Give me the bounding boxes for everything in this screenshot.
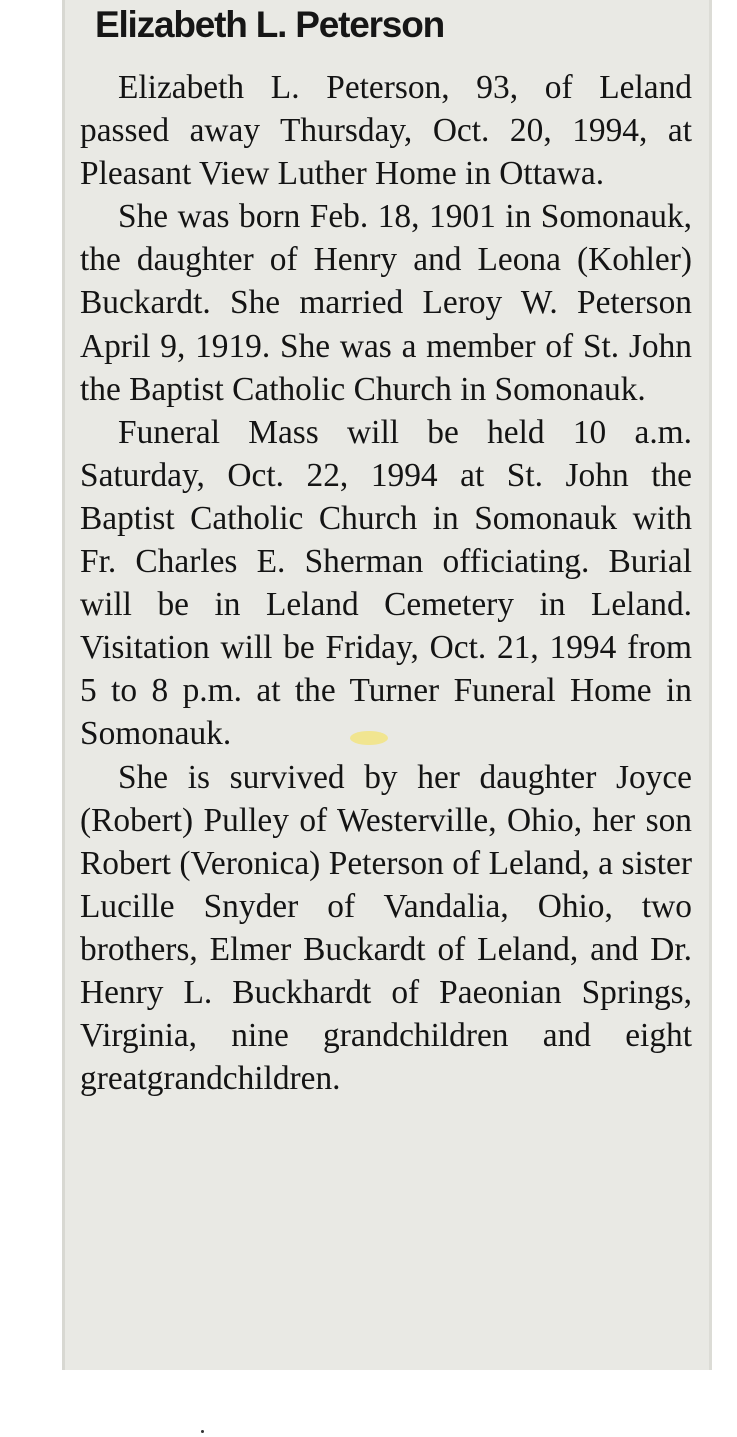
paper-stain — [350, 731, 388, 745]
paragraph-death-notice: Elizabeth L. Peterson, 93, of Leland passed away Thursday, Oct. 20, 1994, at Pleasant View Luther Home in Ottawa. — [80, 69, 692, 193]
obituary-article — [80, 66, 692, 1100]
clipping-right-edge — [709, 0, 712, 1370]
clipping-left-edge — [62, 0, 65, 1370]
obituary-headline: Elizabeth L. Peterson — [95, 4, 444, 45]
paragraph-biography: She was born Feb. 18, 1901 in Somonauk, the daughter of Henry and Leona (Kohler) Buckardt. She married Leroy W. Peterson April 9, 1919. She was a member of St. John the Baptist Catholic Church in Somonauk. — [80, 198, 692, 408]
paragraph-survivors: She is survived by her daughter Joyce (Robert) Pulley of Westerville, Ohio, her son Robert (Veronica) Peterson of Leland, a sister Lucille Snyder of Vandalia, Ohio, two brothers, Elmer Buckardt of Leland, and Dr. Henry L. Buckhardt of Paeonian Springs, Virginia, nine grandchildren and eight greatgrandchildren. — [80, 758, 692, 1098]
scan-speck — [201, 1430, 204, 1433]
paragraph-funeral-arrangements: Funeral Mass will be held 10 a.m. Saturday, Oct. 22, 1994 at St. John the Baptist Catholic Church in Somonauk with Fr. Charles E. Sherman officiating. Burial will be in Leland Cemetery in Leland. Visitation will be Friday, Oct. 21, 1994 from 5 to 8 p.m. at the Turner Funeral Home in Somonauk. — [80, 413, 692, 753]
